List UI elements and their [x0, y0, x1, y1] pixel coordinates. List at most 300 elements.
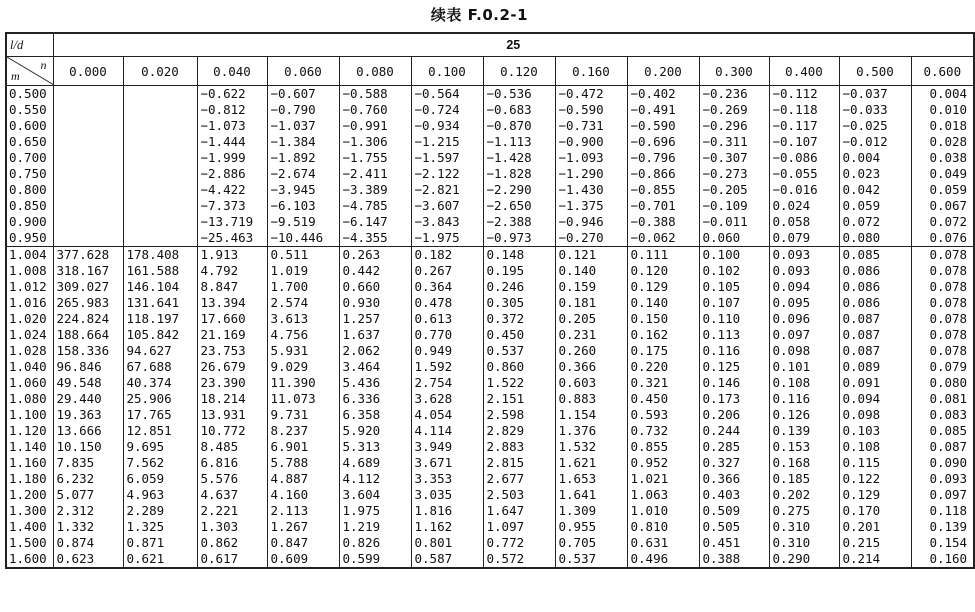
table-cell: 2.598: [483, 407, 555, 423]
table-cell: 3.464: [339, 359, 411, 375]
table-cell: 6.336: [339, 391, 411, 407]
table-cell: 188.664: [53, 327, 123, 343]
axis-corner: [6, 57, 53, 86]
table-cell: 0.089: [839, 359, 911, 375]
table-cell: −0.037: [839, 86, 911, 103]
table-cell: 3.628: [411, 391, 483, 407]
table-cell: 0.267: [411, 263, 483, 279]
data-table: [5, 32, 975, 569]
table-cell: 0.093: [911, 471, 974, 487]
table-cell: −4.785: [339, 198, 411, 214]
table-cell: 0.101: [769, 359, 839, 375]
table-cell: −0.946: [555, 214, 627, 230]
table-cell: 0.442: [339, 263, 411, 279]
table-cell: 13.394: [197, 295, 267, 311]
row-label-m: 1.120: [6, 423, 53, 439]
table-cell: 0.093: [769, 247, 839, 264]
table-cell: 0.593: [627, 407, 699, 423]
row-label-m: 1.004: [6, 247, 53, 264]
table-cell: 0.098: [769, 343, 839, 359]
table-row: [6, 407, 974, 423]
table-cell: −0.790: [267, 102, 339, 118]
table-cell: −1.755: [339, 150, 411, 166]
table-cell: 6.901: [267, 439, 339, 455]
table-cell: 0.010: [911, 102, 974, 118]
table-cell: −0.991: [339, 118, 411, 134]
table-cell: 4.054: [411, 407, 483, 423]
table-cell: 0.116: [769, 391, 839, 407]
table-cell: 0.285: [699, 439, 769, 455]
table-cell: 0.826: [339, 535, 411, 551]
table-cell: 0.537: [483, 343, 555, 359]
table-cell: 0.159: [555, 279, 627, 295]
table-cell: 2.113: [267, 503, 339, 519]
table-cell: [53, 166, 123, 182]
table-row: [6, 247, 974, 264]
row-label-m: 1.016: [6, 295, 53, 311]
table-cell: 1.267: [267, 519, 339, 535]
table-cell: 0.129: [839, 487, 911, 503]
table-cell: −10.446: [267, 230, 339, 247]
table-cell: 0.930: [339, 295, 411, 311]
table-cell: −0.472: [555, 86, 627, 103]
table-cell: 4.756: [267, 327, 339, 343]
table-cell: 0.150: [627, 311, 699, 327]
table-cell: 3.671: [411, 455, 483, 471]
table-cell: −4.355: [339, 230, 411, 247]
table-cell: 0.110: [699, 311, 769, 327]
table-cell: 11.073: [267, 391, 339, 407]
table-cell: −1.428: [483, 150, 555, 166]
table-row: [6, 102, 974, 118]
table-cell: 0.305: [483, 295, 555, 311]
table-cell: 0.214: [839, 551, 911, 568]
table-cell: 0.154: [911, 535, 974, 551]
table-cell: 13.931: [197, 407, 267, 423]
table-cell: [53, 134, 123, 150]
table-cell: −0.011: [699, 214, 769, 230]
table-cell: −0.536: [483, 86, 555, 103]
table-cell: 178.408: [123, 247, 197, 264]
table-cell: 1.257: [339, 311, 411, 327]
table-cell: 105.842: [123, 327, 197, 343]
table-row: [6, 214, 974, 230]
table-cell: 0.125: [699, 359, 769, 375]
table-cell: 2.883: [483, 439, 555, 455]
table-cell: −0.701: [627, 198, 699, 214]
table-cell: [123, 182, 197, 198]
table-cell: −0.590: [555, 102, 627, 118]
table-cell: 23.390: [197, 375, 267, 391]
row-label-m: 1.060: [6, 375, 53, 391]
table-cell: 5.920: [339, 423, 411, 439]
table-cell: 0.244: [699, 423, 769, 439]
table-cell: 0.078: [911, 327, 974, 343]
table-cell: 0.173: [699, 391, 769, 407]
table-cell: 0.024: [769, 198, 839, 214]
row-label-m: 0.950: [6, 230, 53, 247]
table-cell: 10.772: [197, 423, 267, 439]
table-cell: 0.086: [839, 263, 911, 279]
table-row: [6, 311, 974, 327]
row-label-m: 1.300: [6, 503, 53, 519]
header-row-columns: [6, 57, 974, 86]
table-row: [6, 166, 974, 182]
table-cell: 0.102: [699, 263, 769, 279]
table-cell: 0.129: [627, 279, 699, 295]
table-title: 续表 F.0.2-1: [430, 6, 529, 24]
table-cell: 0.170: [839, 503, 911, 519]
table-cell: 0.451: [699, 535, 769, 551]
table-cell: −0.012: [839, 134, 911, 150]
table-cell: −25.463: [197, 230, 267, 247]
table-cell: 0.509: [699, 503, 769, 519]
table-cell: −3.945: [267, 182, 339, 198]
table-cell: 0.085: [911, 423, 974, 439]
table-cell: 0.081: [911, 391, 974, 407]
table-cell: −0.112: [769, 86, 839, 103]
table-cell: −0.900: [555, 134, 627, 150]
table-cell: 0.146: [699, 375, 769, 391]
table-cell: 5.931: [267, 343, 339, 359]
table-cell: −0.731: [555, 118, 627, 134]
table-cell: 0.705: [555, 535, 627, 551]
table-cell: 7.562: [123, 455, 197, 471]
table-cell: 18.214: [197, 391, 267, 407]
table-cell: [123, 230, 197, 247]
table-cell: 0.206: [699, 407, 769, 423]
table-cell: [123, 198, 197, 214]
table-cell: 1.303: [197, 519, 267, 535]
table-cell: 0.205: [555, 311, 627, 327]
table-cell: −0.296: [699, 118, 769, 134]
column-header: 0.060: [267, 57, 339, 86]
table-cell: 5.077: [53, 487, 123, 503]
table-cell: 0.059: [839, 198, 911, 214]
table-cell: 40.374: [123, 375, 197, 391]
row-label-m: 1.008: [6, 263, 53, 279]
table-cell: 1.325: [123, 519, 197, 535]
table-cell: 146.104: [123, 279, 197, 295]
table-row: [6, 551, 974, 568]
table-cell: 2.677: [483, 471, 555, 487]
table-cell: −0.491: [627, 102, 699, 118]
table-cell: 0.185: [769, 471, 839, 487]
table-cell: −0.307: [699, 150, 769, 166]
header-row-top: [6, 33, 974, 57]
table-row: [6, 503, 974, 519]
table-cell: 0.078: [911, 311, 974, 327]
table-row: [6, 182, 974, 198]
row-label-m: 1.180: [6, 471, 53, 487]
table-cell: 0.153: [769, 439, 839, 455]
table-cell: 0.175: [627, 343, 699, 359]
table-cell: 0.275: [769, 503, 839, 519]
table-row: [6, 423, 974, 439]
table-cell: 0.182: [411, 247, 483, 264]
table-cell: 0.231: [555, 327, 627, 343]
table-cell: 2.574: [267, 295, 339, 311]
table-cell: −0.109: [699, 198, 769, 214]
table-cell: 265.983: [53, 295, 123, 311]
table-cell: −0.866: [627, 166, 699, 182]
table-cell: 0.202: [769, 487, 839, 503]
column-header: 0.000: [53, 57, 123, 86]
column-header: 0.040: [197, 57, 267, 86]
table-cell: 0.162: [627, 327, 699, 343]
table-cell: −1.375: [555, 198, 627, 214]
table-cell: 1.219: [339, 519, 411, 535]
column-header: 0.160: [555, 57, 627, 86]
table-cell: 0.058: [769, 214, 839, 230]
table-cell: 0.772: [483, 535, 555, 551]
table-cell: 0.072: [839, 214, 911, 230]
table-cell: 1.621: [555, 455, 627, 471]
table-cell: −0.870: [483, 118, 555, 134]
table-cell: 0.111: [627, 247, 699, 264]
row-label-m: 1.028: [6, 343, 53, 359]
table-cell: 0.096: [769, 311, 839, 327]
table-row: [6, 455, 974, 471]
table-cell: 0.609: [267, 551, 339, 568]
table-cell: −0.402: [627, 86, 699, 103]
table-cell: 0.388: [699, 551, 769, 568]
row-label-m: 0.550: [6, 102, 53, 118]
table-row: [6, 391, 974, 407]
table-cell: −0.760: [339, 102, 411, 118]
table-cell: −6.147: [339, 214, 411, 230]
table-cell: 96.846: [53, 359, 123, 375]
table-cell: 0.366: [699, 471, 769, 487]
table-cell: 0.042: [839, 182, 911, 198]
table-cell: −3.843: [411, 214, 483, 230]
table-cell: 0.372: [483, 311, 555, 327]
table-cell: 0.660: [339, 279, 411, 295]
table-cell: 0.220: [627, 359, 699, 375]
table-cell: 21.169: [197, 327, 267, 343]
table-row: [6, 118, 974, 134]
table-cell: 0.195: [483, 263, 555, 279]
table-cell: 0.215: [839, 535, 911, 551]
table-cell: 0.079: [769, 230, 839, 247]
table-cell: 0.038: [911, 150, 974, 166]
table-cell: −0.270: [555, 230, 627, 247]
table-cell: −2.674: [267, 166, 339, 182]
column-header: 0.100: [411, 57, 483, 86]
row-label-m: 0.500: [6, 86, 53, 103]
column-header: 0.400: [769, 57, 839, 86]
table-cell: 2.815: [483, 455, 555, 471]
table-cell: 3.949: [411, 439, 483, 455]
table-row: [6, 343, 974, 359]
table-cell: 0.366: [555, 359, 627, 375]
table-cell: 0.623: [53, 551, 123, 568]
table-cell: 0.079: [911, 359, 974, 375]
table-cell: 0.049: [911, 166, 974, 182]
table-cell: 0.952: [627, 455, 699, 471]
table-cell: 0.107: [699, 295, 769, 311]
col-axis-label: n: [40, 58, 47, 72]
row-label-m: 0.600: [6, 118, 53, 134]
table-cell: 1.154: [555, 407, 627, 423]
table-cell: 0.108: [769, 375, 839, 391]
table-cell: 0.478: [411, 295, 483, 311]
table-cell: 377.628: [53, 247, 123, 264]
table-cell: −4.422: [197, 182, 267, 198]
row-label-m: 1.100: [6, 407, 53, 423]
row-axis-label: m: [11, 69, 20, 83]
table-cell: 5.576: [197, 471, 267, 487]
table-cell: 0.874: [53, 535, 123, 551]
table-cell: 4.112: [339, 471, 411, 487]
table-cell: 0.321: [627, 375, 699, 391]
table-cell: 0.097: [769, 327, 839, 343]
table-cell: 5.436: [339, 375, 411, 391]
table-cell: 1.975: [339, 503, 411, 519]
table-cell: 0.617: [197, 551, 267, 568]
table-cell: 0.094: [839, 391, 911, 407]
table-cell: 0.949: [411, 343, 483, 359]
table-cell: −1.215: [411, 134, 483, 150]
table-cell: 2.221: [197, 503, 267, 519]
table-cell: 19.363: [53, 407, 123, 423]
table-cell: −0.724: [411, 102, 483, 118]
table-cell: 0.613: [411, 311, 483, 327]
table-cell: −3.389: [339, 182, 411, 198]
table-cell: 0.078: [911, 263, 974, 279]
table-row: [6, 439, 974, 455]
table-cell: 2.829: [483, 423, 555, 439]
table-cell: [123, 166, 197, 182]
table-cell: −0.388: [627, 214, 699, 230]
table-cell: 0.093: [769, 263, 839, 279]
table-cell: 94.627: [123, 343, 197, 359]
table-cell: 0.871: [123, 535, 197, 551]
table-cell: 0.770: [411, 327, 483, 343]
row-label-m: 0.650: [6, 134, 53, 150]
table-cell: 0.098: [839, 407, 911, 423]
row-label-m: 0.750: [6, 166, 53, 182]
table-cell: 224.824: [53, 311, 123, 327]
table-cell: 0.450: [627, 391, 699, 407]
table-cell: 0.955: [555, 519, 627, 535]
table-cell: −0.607: [267, 86, 339, 103]
table-cell: 0.201: [839, 519, 911, 535]
table-cell: 4.963: [123, 487, 197, 503]
table-cell: 0.118: [911, 503, 974, 519]
table-cell: 0.587: [411, 551, 483, 568]
table-cell: 1.637: [339, 327, 411, 343]
table-cell: [53, 102, 123, 118]
table-cell: 0.078: [911, 247, 974, 264]
table-cell: 0.028: [911, 134, 974, 150]
table-row: [6, 327, 974, 343]
table-cell: 118.197: [123, 311, 197, 327]
table-cell: 318.167: [53, 263, 123, 279]
table-cell: −2.886: [197, 166, 267, 182]
table-cell: [123, 150, 197, 166]
table-cell: [123, 214, 197, 230]
table-cell: 8.847: [197, 279, 267, 295]
table-cell: 0.140: [627, 295, 699, 311]
table-cell: 0.103: [839, 423, 911, 439]
table-cell: 0.120: [627, 263, 699, 279]
table-cell: −2.650: [483, 198, 555, 214]
table-cell: 0.883: [555, 391, 627, 407]
table-cell: 12.851: [123, 423, 197, 439]
table-cell: 0.076: [911, 230, 974, 247]
table-cell: 0.168: [769, 455, 839, 471]
row-label-m: 0.800: [6, 182, 53, 198]
table-cell: 0.078: [911, 295, 974, 311]
column-header: 0.120: [483, 57, 555, 86]
table-cell: 1.010: [627, 503, 699, 519]
table-cell: 0.004: [839, 150, 911, 166]
column-header: 0.080: [339, 57, 411, 86]
table-cell: 0.078: [911, 279, 974, 295]
table-cell: 1.913: [197, 247, 267, 264]
table-cell: 0.572: [483, 551, 555, 568]
table-cell: 0.181: [555, 295, 627, 311]
table-row: [6, 86, 974, 103]
table-cell: 0.862: [197, 535, 267, 551]
table-cell: 0.085: [839, 247, 911, 264]
table-cell: 161.588: [123, 263, 197, 279]
table-row: [6, 295, 974, 311]
table-cell: 13.666: [53, 423, 123, 439]
table-cell: 1.647: [483, 503, 555, 519]
table-cell: 17.660: [197, 311, 267, 327]
table-cell: −0.273: [699, 166, 769, 182]
table-cell: [53, 198, 123, 214]
table-cell: 8.237: [267, 423, 339, 439]
table-cell: 0.116: [699, 343, 769, 359]
table-cell: 6.816: [197, 455, 267, 471]
table-row: [6, 263, 974, 279]
table-cell: −1.892: [267, 150, 339, 166]
table-row: [6, 471, 974, 487]
group-header: 25: [53, 33, 974, 57]
table-cell: −0.622: [197, 86, 267, 103]
table-cell: 26.679: [197, 359, 267, 375]
table-cell: 0.621: [123, 551, 197, 568]
table-cell: 0.732: [627, 423, 699, 439]
table-cell: 3.035: [411, 487, 483, 503]
table-cell: [123, 134, 197, 150]
table-cell: 1.097: [483, 519, 555, 535]
table-cell: 0.059: [911, 182, 974, 198]
row-label-m: 0.700: [6, 150, 53, 166]
table-cell: 0.087: [839, 343, 911, 359]
table-cell: −0.696: [627, 134, 699, 150]
row-label-m: 0.900: [6, 214, 53, 230]
table-cell: −0.086: [769, 150, 839, 166]
table-cell: 1.700: [267, 279, 339, 295]
table-cell: 131.641: [123, 295, 197, 311]
table-cell: −0.934: [411, 118, 483, 134]
table-cell: 1.309: [555, 503, 627, 519]
table-row: [6, 198, 974, 214]
table-cell: 0.100: [699, 247, 769, 264]
table-cell: 0.631: [627, 535, 699, 551]
table-cell: 0.403: [699, 487, 769, 503]
table-cell: 0.018: [911, 118, 974, 134]
table-cell: 0.511: [267, 247, 339, 264]
table-cell: 6.059: [123, 471, 197, 487]
table-cell: −0.683: [483, 102, 555, 118]
table-cell: [53, 230, 123, 247]
table-cell: −0.855: [627, 182, 699, 198]
